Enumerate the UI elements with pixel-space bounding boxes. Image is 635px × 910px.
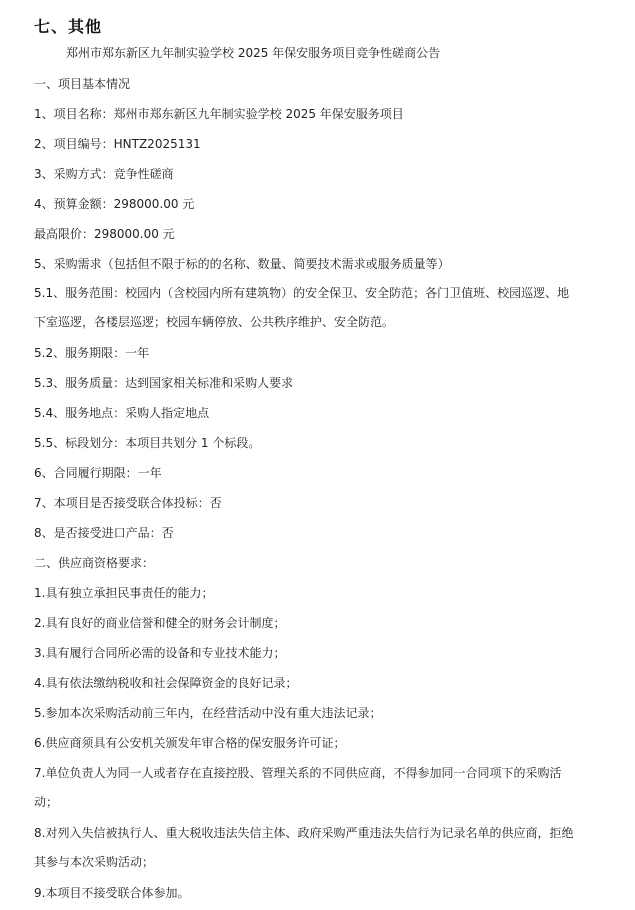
qualification-item: 3.具有履行合同所必需的设备和专业技术能力； [34,646,286,660]
service-quality: 5.3、服务质量：达到国家相关标准和采购人要求 [34,376,294,390]
basic-info-heading: 一、项目基本情况 [34,77,131,91]
requirements-heading: 5、采购需求（包括但不限于标的的名称、数量、简要技术需求或服务质量等） [34,257,450,271]
qualification-item: 8.对列入失信被执行人、重大税收违法失信主体、政府采购严重违法失信行为记录名单的供应商，拒绝其参与本次采购活动； [34,826,574,869]
project-name: 1、项目名称：郑州市郑东新区九年制实验学校 2025 年保安服务项目 [34,107,404,121]
qualification-item: 6.供应商须具有公安机关颁发年审合格的保安服务许可证； [34,736,346,750]
section-heading: 七、其他 [34,17,103,36]
qualification-item: 7.单位负责人为同一人或者存在直接控股、管理关系的不同供应商，不得参加同一合同项下的采购活动； [34,766,562,809]
procurement-method: 3、采购方式：竞争性磋商 [34,167,174,181]
service-term: 5.2、服务期限：一年 [34,346,150,360]
service-location: 5.4、服务地点：采购人指定地点 [34,406,210,420]
qualifications-heading: 二、供应商资格要求： [34,556,155,570]
qualification-item: 2.具有良好的商业信誉和健全的财务会计制度； [34,616,286,630]
notice-title: 郑州市郑东新区九年制实验学校 2025 年保安服务项目竞争性磋商公告 [66,46,441,60]
budget-amount: 4、预算金额：298000.00 元 [34,197,195,211]
lot-division: 5.5、标段划分：本项目共划分 1 个标段。 [34,436,261,450]
service-scope: 5.1、服务范围：校园内（含校园内所有建筑物）的安全保卫、安全防范；各门卫值班、校园巡逻、地下室巡逻，各楼层巡逻；校园车辆停放、公共秩序维护、安全防范。 [34,286,570,329]
max-price: 最高限价：298000.00 元 [34,227,175,241]
contract-period: 6、合同履行期限：一年 [34,466,162,480]
qualification-item: 1.具有独立承担民事责任的能力； [34,586,214,600]
project-number: 2、项目编号：HNTZ2025131 [34,137,201,151]
import-products: 8、是否接受进口产品：否 [34,526,174,540]
qualification-item: 4.具有依法缴纳税收和社会保障资金的良好记录； [34,676,298,690]
consortium-bid: 7、本项目是否接受联合体投标：否 [34,496,222,510]
qualification-item: 5.参加本次采购活动前三年内，在经营活动中没有重大违法记录； [34,706,382,720]
qualification-item: 9.本项目不接受联合体参加。 [34,886,190,900]
